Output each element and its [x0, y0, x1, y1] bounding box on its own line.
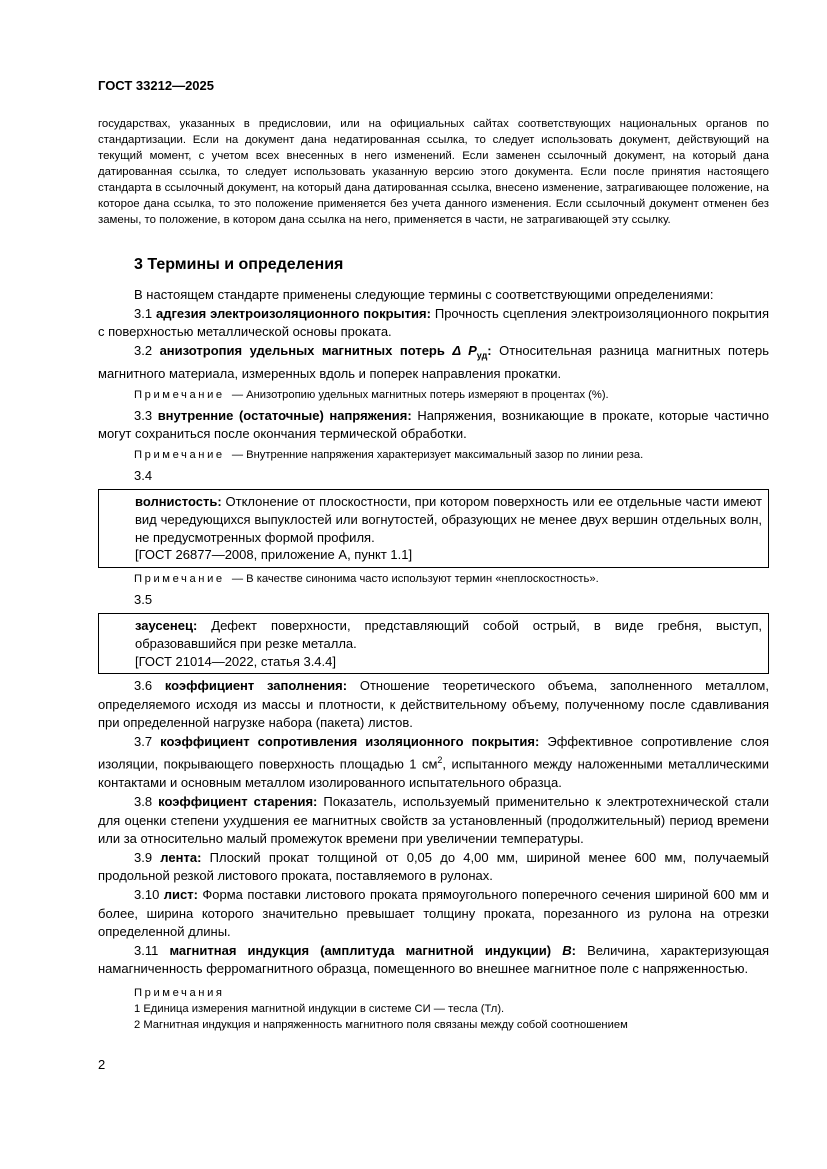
term-definition: Плоский прокат толщиной от 0,05 до 4,00 мм, шириной менее 600 мм, получаемый продольной резкой листового проката, поставляемого в рулонах.	[98, 849, 769, 884]
page-number: 2	[98, 1057, 106, 1072]
term-3-11: 3.11 магнитная индукция (амплитуда магнитной индукции) B: Величина, характеризующая намагниченность ферромагнитного образца, помещенного во внешнее магнитное поле с напряженностью.	[98, 942, 769, 977]
term-definition: Эффективное сопротивление слоя изоляции, покрывающего поверхность площадью 1 см	[98, 733, 769, 772]
term-3-6: 3.6 коэффициент заполнения: Отношение теоретического объема, заполненного металлом, определяемого исходя из массы и плотности, к действительному объему, полученному после сдавливания при определенной нагрузке набора (пакета) листов.	[98, 678, 769, 731]
section-lead: В настоящем стандарте применены следующие термины с соответствующими определениями:	[134, 287, 714, 302]
term-3-8: 3.8 коэффициент старения: Показатель, используемый применительно к электротехнической стали для оценки степени ухудшения ее магнитных свойств за установленный (продолжительный) период времени или за относительно малый промежуток времени при увеличении температуры.	[98, 793, 769, 847]
intro-paragraph: государствах, указанных в предисловии, или на официальных сайтах соответствующих национальных органов по стандартизации. Если на документ дана недатированная ссылка, то следует использовать документ, действующий на текущий момент, с учетом всех внесенных в него изменений. Если заменен ссылочный документ, на который дана датированная ссылка, то следует использовать указанную версию этого документа. Если после принятия настоящего стандарта в ссылочный документ, на который дана датированная ссылка, внесено изменение, затрагивающее положение, на которое дана ссылка, то это положение применяется без учета данного изменения. Если ссылочный документ отменен без замены, то положение, в котором дана ссылка на него, применяется в части, не затрагивающей эту ссылку.	[98, 118, 769, 226]
term-definition: Напряжения, возникающие в прокате, которые частично могут сохраниться после окончания термической обработки.	[98, 407, 769, 442]
term-3-9: 3.9 лента: Плоский прокат толщиной от 0,05 до 4,00 мм, шириной менее 600 мм, получаемый продольной резкой листового проката, поставляемого в рулонах.	[98, 849, 769, 884]
section-heading: 3 Термины и определения	[134, 256, 344, 273]
term-definition: Дефект поверхности, представляющий собой острый, в виде гребня, выступ, образовавшийся при резке металла.	[135, 618, 762, 651]
page-content	[98, 116, 769, 1033]
term-definition: Величина, характеризующая намагниченность ферромагнитного образца, помещенного во внешнее магнитное поле с напряженностью.	[98, 942, 769, 977]
term-title: внутренние (остаточные) напряжения:	[157, 407, 412, 423]
note-3-4: Примечание — В качестве синонима часто используют термин «неплоскостность».	[134, 572, 599, 585]
term-symbol: B	[562, 942, 572, 958]
term-definition: Показатель, используемый применительно к электротехнической стали для оценки степени ухудшения ее магнитных свойств за установленный (продолжительный) период времени или за относительно малый промежуток времени при увеличении температуры.	[98, 793, 769, 847]
term-title: заусенец:	[135, 618, 198, 634]
term-definition: Относительная разница магнитных потерь магнитного материала, измеренных вдоль и поперек направления прокатки.	[98, 342, 770, 381]
notes-label: Примечания	[134, 986, 225, 999]
term-title: волнистость:	[135, 494, 222, 510]
term-3-4-box	[98, 489, 769, 567]
document-header: ГОСТ 33212—2025	[98, 78, 214, 93]
term-reference: [ГОСТ 21014—2022, статья 3.4.4]	[135, 653, 336, 669]
term-title: коэффициент сопротивления изоляционного покрытия:	[160, 733, 540, 749]
note-3-3: Примечание — Внутренние напряжения характеризует максимальный зазор по линии реза.	[134, 448, 644, 461]
note-item: 1 Единица измерения магнитной индукции в системе СИ — тесла (Тл).	[134, 1002, 505, 1015]
term-title: лента:	[160, 849, 202, 865]
term-3-7: 3.7 коэффициент сопротивления изоляционного покрытия: Эффективное сопротивление слоя изоляции, покрывающего поверхность площадью 1 $см^2$, испытанного между наложенными металлическими контактами и основным металлом изолированного испытательного образца.	[98, 733, 769, 791]
term-3-2: 3.2 анизотропия удельных магнитных потерь Δ $P_{уд}$: Относительная разница магнитных потерь магнитного материала, измеренных вдоль и поперек направления прокатки.	[98, 342, 770, 381]
term-definition: Отклонение от плоскостности, при котором поверхность или ее отдельные части имеют вид чередующихся выпуклостей или вогнутостей, образующих не менее двух вершин отдельных волн, не предусмотренных формой профиля.	[135, 494, 762, 545]
term-title: коэффициент заполнения:	[164, 678, 348, 694]
term-definition: Форма поставки листового проката прямоугольного поперечного сечения шириной 600 мм и более, ширина которого значительно превышает толщину проката, порезанного из рулона на отрезки определенной длины.	[98, 886, 769, 940]
term-title: адгезия электроизоляционного покрытия:	[156, 305, 431, 321]
notes-3-11	[134, 985, 769, 1033]
note-item: 2 Магнитная индукция и напряженность магнитного поля связаны между собой соотношением	[134, 1018, 628, 1031]
term-reference: [ГОСТ 26877—2008, приложение А, пункт 1.1]	[135, 547, 413, 563]
term-3-4-number: 3.4	[134, 467, 153, 483]
term-3-10: 3.10 лист: Форма поставки листового проката прямоугольного поперечного сечения шириной 600 мм и более, ширина которого значительно превышает толщину проката, порезанного из рулона на отрезки определенной длины.	[98, 886, 769, 940]
note-3-2: Примечание — Анизотропию удельных магнитных потерь измеряют в процентах (%).	[134, 388, 609, 401]
term-definition: Прочность сцепления электроизоляционного покрытия с поверхностью металлической основы проката.	[98, 305, 769, 340]
term-title: анизотропия удельных магнитных потерь	[159, 342, 445, 358]
term-3-1: 3.1 адгезия электроизоляционного покрытия: Прочность сцепления электроизоляционного покрытия с поверхностью металлической основы проката.	[98, 305, 769, 340]
term-title: лист:	[163, 886, 198, 902]
term-title: коэффициент старения:	[158, 793, 318, 809]
term-3-5-number: 3.5	[134, 591, 153, 607]
term-definition: Отношение теоретического объема, заполненного металлом, определяемого исходя из массы и плотности, к действительному объему, полученному после сдавливания при определенной нагрузке набора (пакета) листов.	[98, 678, 769, 731]
term-title: магнитная индукция (амплитуда магнитной индукции)	[169, 942, 552, 958]
term-symbol: Δ P	[452, 342, 477, 358]
term-3-5-box	[98, 613, 769, 674]
term-3-3: 3.3 внутренние (остаточные) напряжения: Напряжения, возникающие в прокате, которые частично могут сохраниться после окончания термической обработки.	[98, 407, 769, 442]
